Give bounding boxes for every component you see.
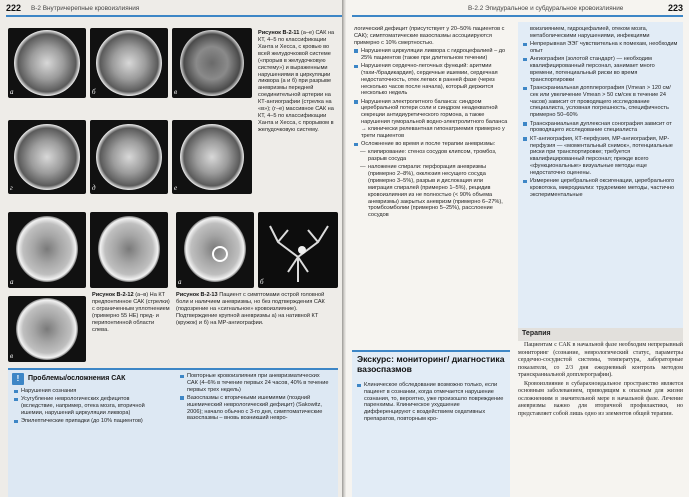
problems-title-text: Проблемы/осложнения САК (28, 374, 126, 382)
paragraph: Пациентам с САК в начальной фазе необходим непрерывный мониторинг (сознание, неврологический статус, параметры сердечно-сосудистой системы, температура, лабораторные показатели, со 2/3 дня ежедневный контроль методом транскраниальной допплерографии). (518, 342, 683, 378)
ct-scan-image (90, 28, 168, 98)
list-item: КТ-ангиография, КТ-перфузия, МР-ангиография, МР-перфузия — «моментальный снимок», потенциальные риски при транспортировке; требуется квалифицированный персонал; прежде всего «функциональные» визуальные методы еще недостаточно оценены. (523, 136, 679, 177)
left-page (0, 0, 342, 497)
page-number: 223 (667, 3, 683, 14)
caption-text: (а–в) На КТ предпонтинное САК (стрелки) с ограниченным уплотнением (примерно 55 HE) пред- и перипонтинной области слева. (92, 292, 170, 333)
mr-angiography-image (258, 212, 338, 288)
paragraph: логический дефицит (присутствует у 20–50% пациентов с САК); симптоматические вазоспазмы ассоциируются примерно с 10% смертностью. (354, 26, 505, 46)
ct-scan-image (8, 212, 86, 288)
text-column-1 (354, 26, 508, 220)
caption-text: (а–е) САК на КТ, 4–5 по классификации Ханта и Хесса, с кровью во всей желудочковой системе («прорыв в желудочковую систему») и выраженными нарушениями в циркуляции ликвора (а и б) при разрыве аневризмы передней соединительной артерии на КТ-ангиографии (стрелка на «в»); (г–е) массивное САК на КТ, 4–5 по классификации Ханта и Хесса, с прорывом в желудочковую систему. (258, 30, 335, 133)
ct-scan-image (172, 120, 252, 194)
problems-box (8, 368, 338, 497)
list-item: Осложнение во время и после терапии аневризмы: (354, 141, 508, 148)
header-rule (6, 15, 342, 17)
ct-scan-image (8, 120, 86, 194)
panel-label: а (10, 278, 14, 287)
caption-title: Рисунок В-2-11 (258, 30, 300, 36)
figure-caption-12 (92, 292, 170, 334)
list-item: Усугубление неврологических дефицитов (вследствие, например, отека мозга, вторичной ишемии, нарушений циркуляции ликвора) (14, 396, 164, 416)
ct-scan-image (90, 212, 168, 288)
ct-angiography-image (172, 28, 252, 98)
problems-col-2 (180, 373, 332, 424)
list-item: Транскраниальная допплерография (Vmean > 120 см/сек или увеличение Vmean > 50 см/сек в течение 24 часов) зависит от проводящего исследование специалиста, условная погрешность, специфичность примерно 50–60% (523, 85, 679, 119)
list-item: Нарушения циркуляции ликвора с гидроцефалией – до 25% пациентов (также при длительном течении) (354, 48, 508, 62)
text-column-2 (523, 26, 679, 200)
vessel-tree-icon (258, 212, 338, 288)
list-item: Клиническое обследование возможно только, если пациент в сознании, когда отмечается нарушение сознания, то, вероятно, уже произошло повреждение паренхимы. Клиническое ухудшение дифференцируют с воздействием седативных препаратов, повторным кро- (357, 382, 507, 423)
ct-scan-image (8, 296, 86, 362)
list-item: Нарушения сознания (14, 388, 164, 395)
caption-text: Пациент с симптомами острой головной боли и наличием аневризмы, но без подтверждения САК (подозрение на «сигнальное» кровоизлияние). Подтверждение крупной аневризмы а) на нативной КТ (кружок) и б) на МР-ангиографии. (176, 292, 325, 326)
ct-scan-image (90, 120, 168, 194)
right-page (346, 0, 689, 497)
list-item: Транскраниальная дуплексная сонография зависит от проводящего исследование специалиста (523, 121, 679, 135)
panel-label: д (92, 184, 96, 193)
list-item: Вазоспазмы с вторичными ишемиями (поздний ишемический неврологический дефицит) (Sakowitz, 2006); начало обычно с 3-го дня, симптоматические вазоспазмы – вновь возникший невро- (180, 395, 332, 422)
list-item: Ангиография (золотой стандарт) — необходим квалифицированный персонал, занимает много времени, потенциальный риски во время транспортировки (523, 56, 679, 83)
excursus-content (357, 382, 507, 424)
figure-caption-13 (176, 292, 338, 327)
panel-label: е (174, 184, 178, 193)
right-page-header (468, 2, 683, 15)
list-item: Нарушения сердечно-легочных функций: аритмии (тахи-/брадикардия), сердечные ишемии, сердечная недостаточность, отек легких в ранней фазе (через несколько часов после начала), который держится несколько недель (354, 63, 508, 97)
therapy-text (518, 342, 683, 419)
list-item: Непрерывная ЭЭГ чувствительна к помехам, необходим опыт (523, 41, 679, 55)
ct-scan-image (176, 212, 254, 288)
list-item: Нарушения электролитного баланса: синдром церебральной потери соли и синдром неадекватной секреции антидиуретического гормона, а также нарушения гуморальной водно-электролитного баланса → клинически релевантная гипонатриемия примерно у трети пациентов (354, 99, 508, 140)
panel-label: а (178, 278, 182, 287)
excursus-title: Экскурс: мониторинг/ диагностика вазоспазмов (357, 354, 505, 374)
list-item: Эпилептические припадки (до 10% пациентов) (14, 418, 164, 425)
ct-scan-image (8, 28, 86, 98)
excursus-box (352, 350, 510, 497)
panel-label: в (10, 352, 14, 361)
panel-label: в (174, 88, 178, 97)
list-item: — клипирование: стеноз сосудов клипсом, тромбоз, разрыв сосуда (360, 149, 508, 163)
running-title: В-2 Внутричерепные кровоизлияния (31, 4, 140, 12)
warning-icon: ! (12, 373, 24, 385)
left-page-header (6, 2, 139, 15)
panel-label: а (10, 88, 14, 97)
panel-label: б (260, 278, 264, 287)
problems-col-1 (14, 388, 164, 427)
paragraph: воизлиянием, гидроцефалией, отеком мозга, метаболическими нарушениями, инфекциями (530, 26, 650, 39)
caption-title: Рисунок В-2-13 (176, 292, 218, 298)
list-item: — наложение спирали: перфорация аневризмы (примерно 2–8%), окклюзия несущего сосуда (примерно 3–5%), разрыв и дислокация или миграция спиралей (примерно 1–5%), рецидив кровоизлияния из не полностью (< 90% объема аневризмы) закрытых аневризм (примерно 6–27%), тромбоэмболии (примерно 5–25%), расслоение сосудов (360, 164, 508, 219)
list-item: Повторные кровоизлияния при аневризматических САК (4–6% в течение первых 24 часов, 40% в течение первых трех недель) (180, 373, 332, 393)
header-rule (352, 15, 683, 17)
figure-caption-11 (258, 30, 338, 134)
section-heading-therapy: Терапия (518, 328, 683, 341)
panel-label: г (10, 184, 13, 193)
running-title: В-2.2 Эпидуральное и субдуральное кровоизлияние (468, 4, 624, 12)
list-item: Измерение церебральной оксигенации, церебрального кровотока, микродиализ: трудоемкие методы, частично экспериментальные (523, 178, 679, 198)
paragraph: Кровоизлияние в субарахноидальное пространство является основным заболеванием, приводящим к опасным для жизни осложнениям в значительной мере в начальной фазе. Лечение аневризмы важно для вторичной профилактики, но представляет собой лишь одно из элементов общей терапии. (518, 380, 683, 417)
panel-label: б (92, 88, 96, 97)
page-number: 222 (6, 3, 22, 14)
excursus-continuation (518, 22, 683, 340)
caption-title: Рисунок В-2-12 (92, 292, 134, 298)
